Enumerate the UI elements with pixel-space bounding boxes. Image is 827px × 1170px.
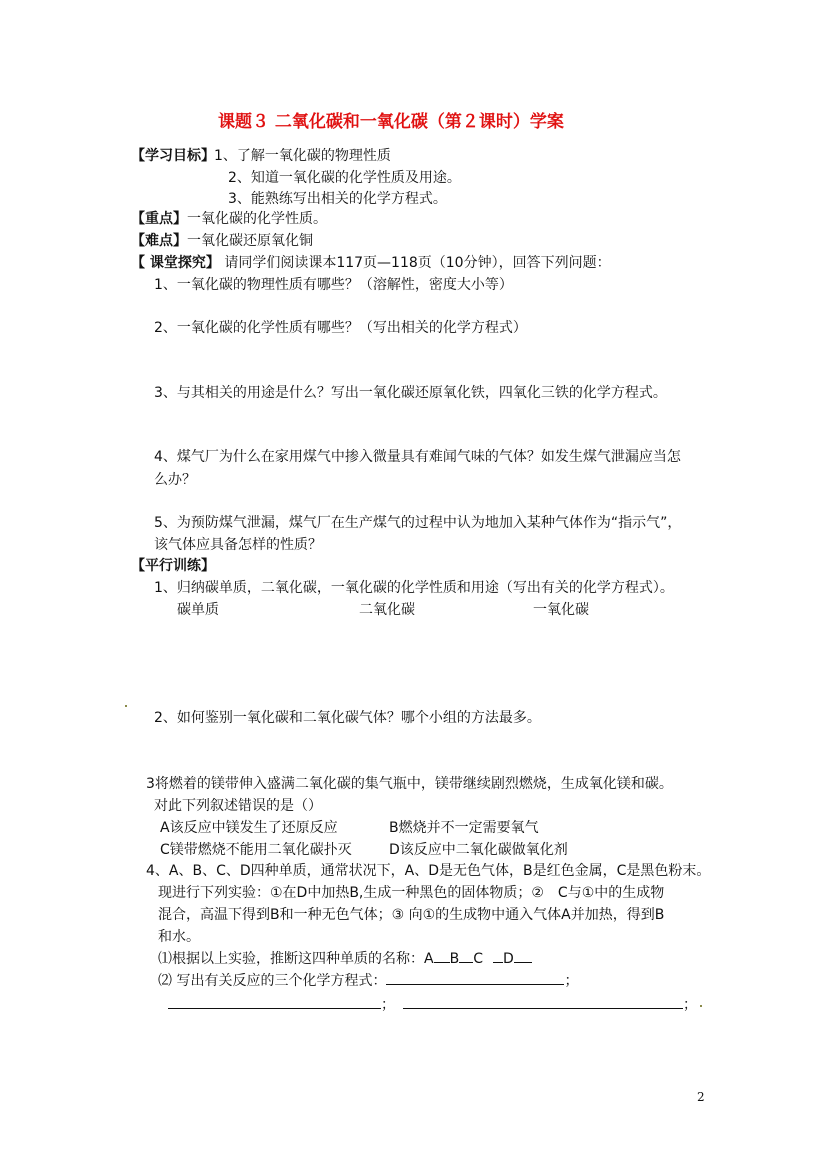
practice-q4-sub2: [158, 971, 578, 990]
option-a: A该反应中镁发生了还原反应: [160, 820, 338, 836]
q4-sub1-text: ⑴根据以上实验，推断这四种单质的名称：: [158, 951, 424, 967]
objectives-heading: 【学习目标】: [131, 148, 215, 164]
practice-q3-line2: 对此下列叙述错误的是（）: [154, 798, 322, 814]
option-c: C镁带燃烧不能用二氧化碳扑灭: [160, 842, 352, 858]
explore-q4-line1: 4、煤气厂为什么在家用煤气中掺入微量具有难闻气味的气体？如发生煤气泄漏应当怎: [154, 449, 681, 465]
option-b: B燃烧并不一定需要氧气: [389, 820, 539, 836]
explore-q3: 3、与其相关的用途是什么？写出一氧化碳还原氧化铁，四氧化三铁的化学方程式。: [154, 385, 667, 401]
objective-item-3: 3、能熟练写出相关的化学方程式。: [228, 191, 447, 207]
answer-blank-c[interactable]: [493, 949, 503, 963]
equation-blank-1[interactable]: [386, 971, 564, 985]
explore-q4-line2: 么办？: [154, 472, 196, 488]
practice-heading: 【平行训练】: [131, 558, 215, 574]
answer-blank-a[interactable]: [434, 949, 450, 963]
stray-dot-mark: [125, 705, 127, 707]
equation-blank-3[interactable]: [403, 995, 683, 1009]
q4-sub2-text: ⑵ 写出有关反应的三个化学方程式：: [158, 973, 387, 989]
key-point-heading: 【重点】: [131, 211, 187, 227]
semicolon-1: ；: [564, 973, 579, 989]
equation-blank-2[interactable]: [168, 995, 381, 1009]
objective-item-2: 2、知道一氧化碳的化学性质及用途。: [228, 170, 461, 186]
practice-col-carbon: 碳单质: [177, 602, 219, 618]
equation-line-row: [168, 995, 697, 1014]
practice-q1: 1、归纳碳单质，二氧化碳，一氧化碳的化学性质和用途（写出有关的化学方程式）。: [154, 580, 674, 596]
difficulty-text: 一氧化碳还原氧化铜: [187, 233, 313, 249]
explore-intro: [131, 254, 611, 272]
blank-d-label: D: [502, 951, 514, 967]
blank-c-label: C: [473, 951, 483, 967]
answer-blank-b[interactable]: [459, 949, 473, 963]
practice-q4-line4: 和水。: [158, 929, 200, 945]
blank-a-label: A: [424, 951, 434, 967]
practice-q3-line1: 3将燃着的镁带伸入盛满二氧化碳的集气瓶中，镁带继续剧烈燃烧，生成氧化镁和碳。: [146, 776, 673, 792]
practice-col-co2: 二氧化碳: [359, 602, 415, 618]
difficulty-heading: 【难点】: [131, 233, 187, 249]
practice-q4-line3: 混合，高温下得到B和一种无色气体；③ 向①的生成物中通入气体A并加热，得到B: [158, 907, 665, 923]
page-title: 课题３ 二氧化碳和一氧化碳（第２课时）学案: [218, 112, 564, 132]
explore-q1: 1、一氧化碳的物理性质有哪些？（溶解性，密度大小等）: [154, 277, 513, 293]
stray-dot-mark-2: [700, 1005, 702, 1007]
option-d: D该反应中二氧化碳做氧化剂: [389, 842, 568, 858]
objective-item-1: 1、了解一氧化碳的物理性质: [214, 148, 391, 164]
key-point-text: 一氧化碳的化学性质。: [187, 211, 327, 227]
answer-blank-d[interactable]: [514, 949, 532, 963]
explore-intro-text: 请同学们阅读课本117页—118页（10分钟），回答下列问题：: [219, 255, 611, 271]
explore-q5-line1: 5、为预防煤气泄漏，煤气厂在生产煤气的过程中认为地加入某种气体作为“指示气”，: [154, 515, 682, 531]
explore-heading: 【 课堂探究】: [131, 255, 220, 271]
practice-q4-line1: 4、A、B、C、D四种单质，通常状况下，A、D是无色气体，B是红色金属，C是黑色粉末。: [146, 863, 711, 879]
practice-q4-line2: 现进行下列实验：①在D中加热B,生成一种黑色的固体物质；② C与①中的生成物: [158, 885, 665, 901]
practice-q4-sub1: [158, 949, 532, 968]
semicolon-2: ；: [381, 997, 395, 1013]
explore-q5-line2: 该气体应具备怎样的性质？: [154, 537, 322, 553]
difficulty: [131, 232, 313, 250]
page-number: 2: [697, 1090, 705, 1104]
practice-col-co: 一氧化碳: [533, 602, 589, 618]
key-point: [131, 210, 327, 228]
practice-q2: 2、如何鉴别一氧化碳和二氧化碳气体？哪个小组的方法最多。: [154, 710, 541, 726]
blank-b-label: B: [449, 951, 460, 967]
semicolon-3: ；: [683, 997, 697, 1013]
explore-q2: 2、一氧化碳的化学性质有哪些？（写出相关的化学方程式）: [154, 320, 527, 336]
